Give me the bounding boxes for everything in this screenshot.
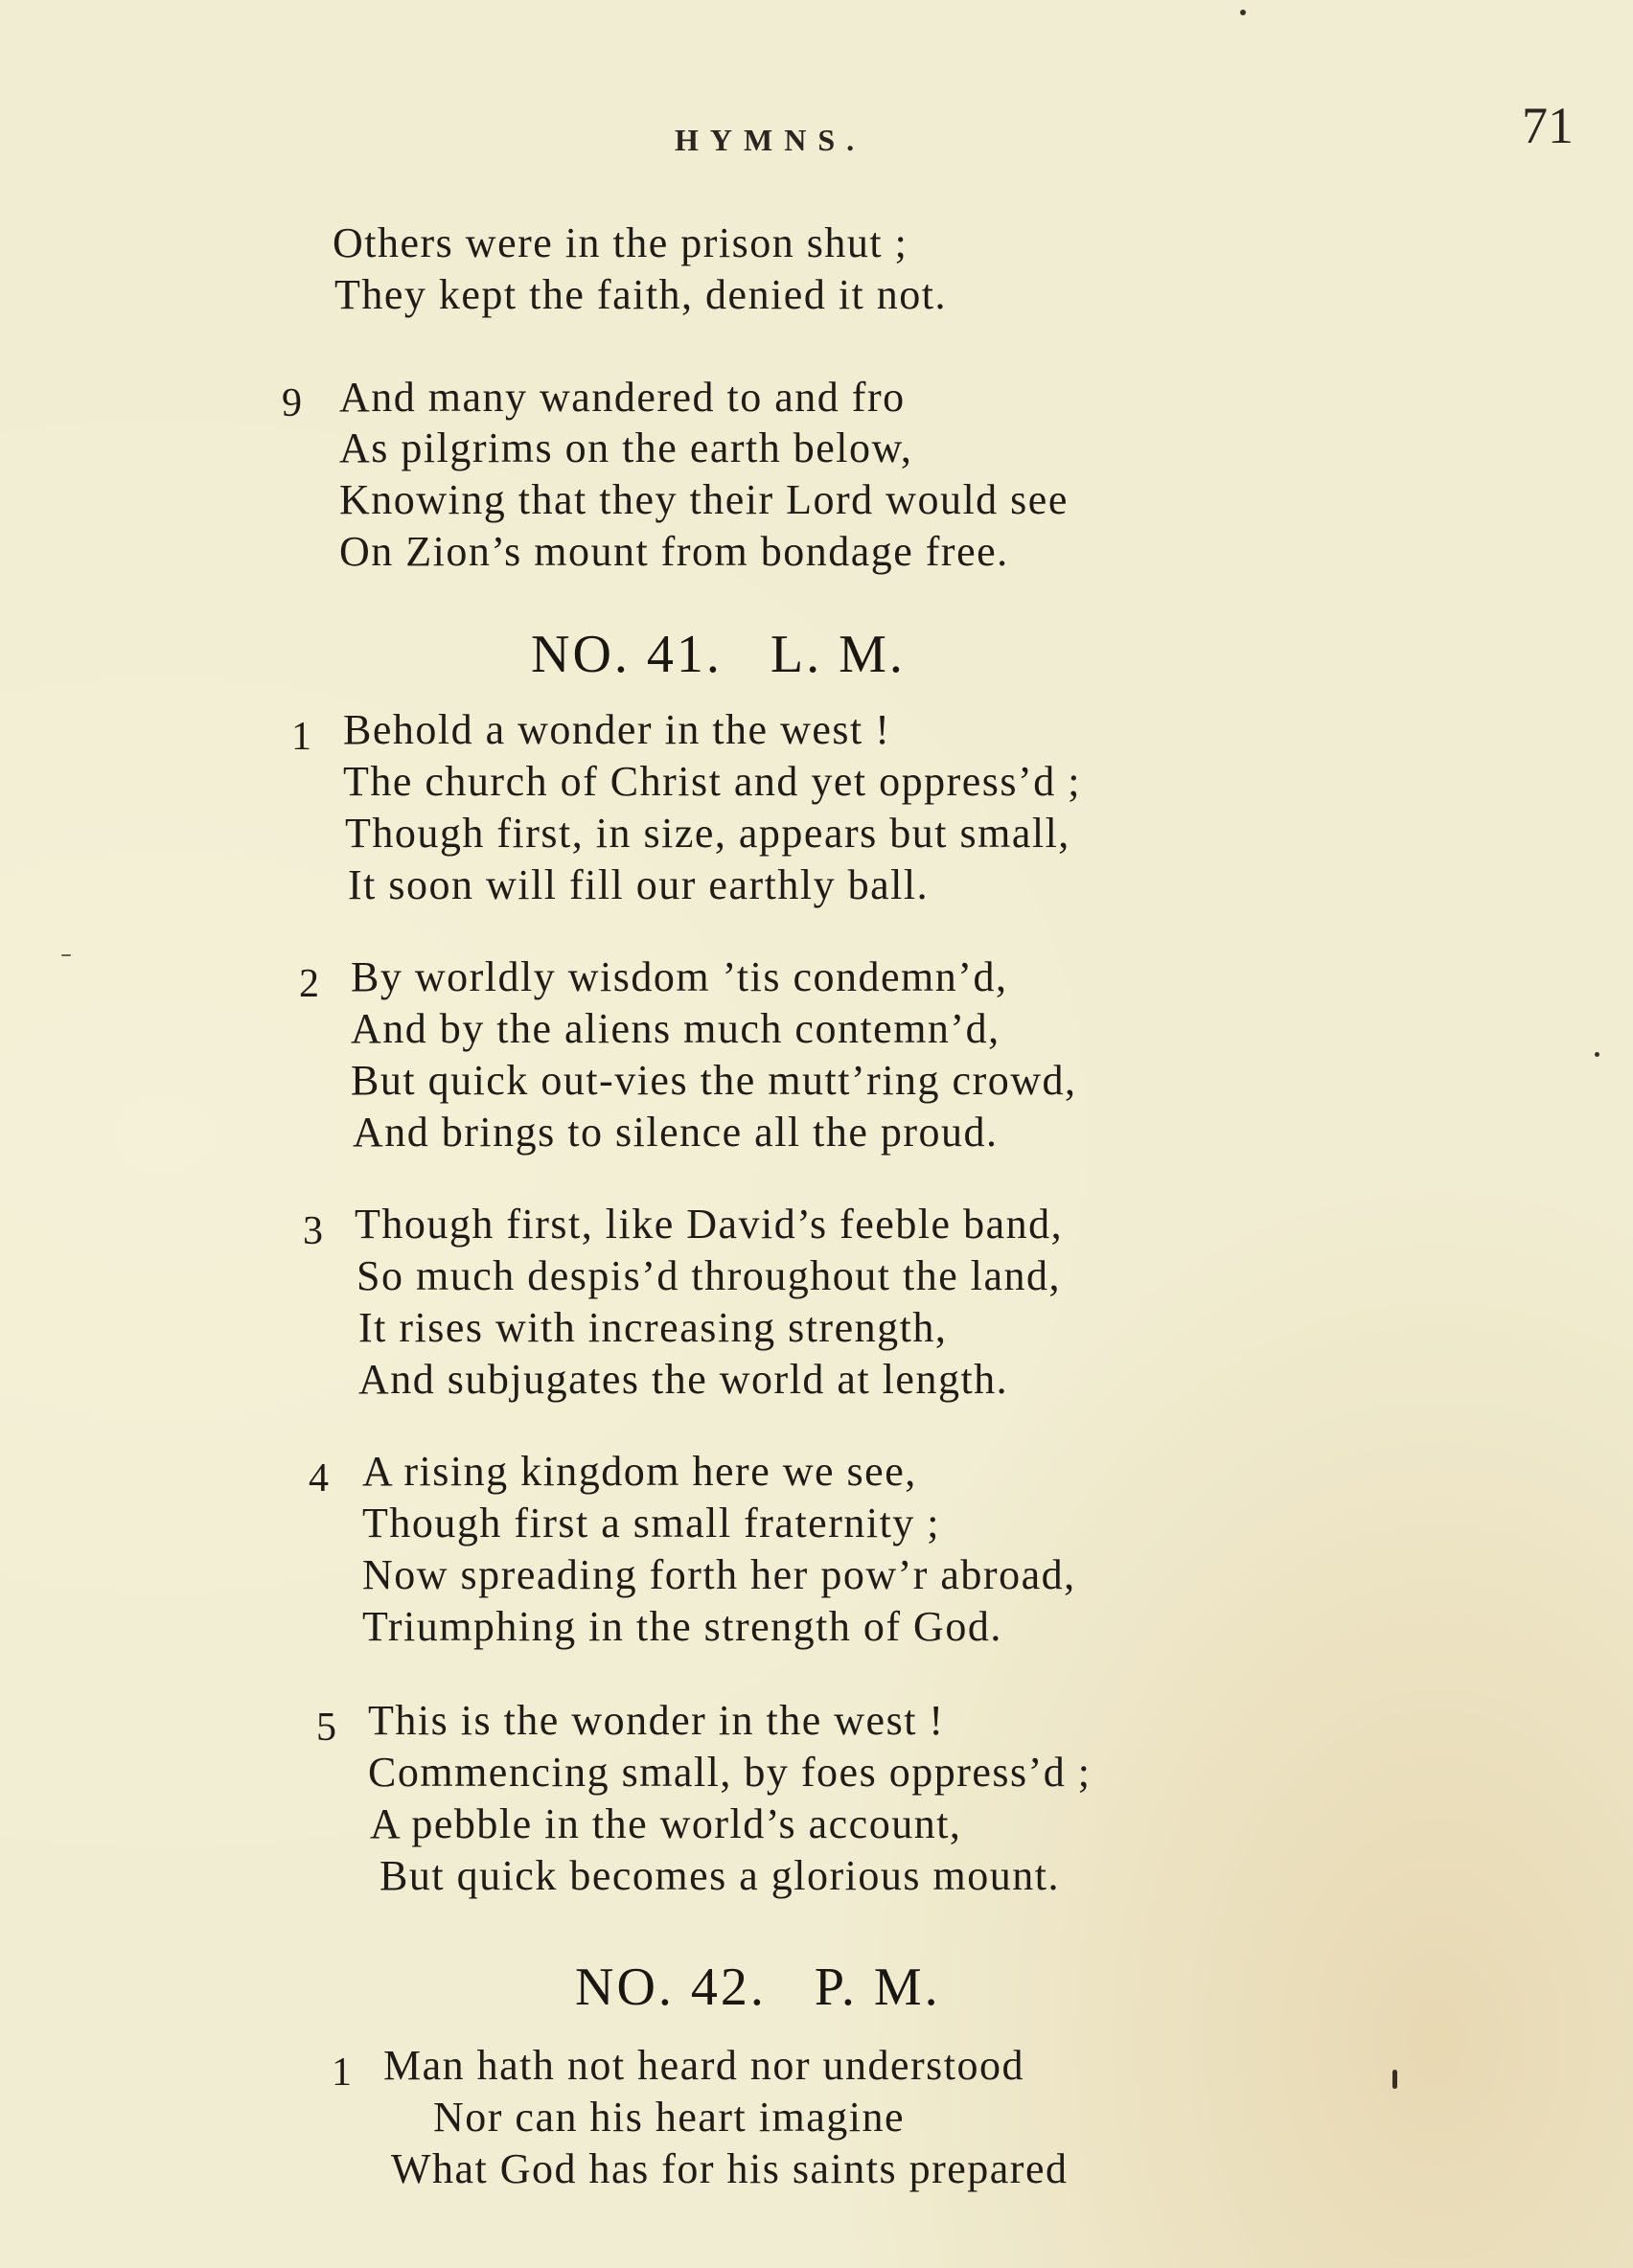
verse-line: And many wandered to and fro	[339, 374, 906, 421]
verse-line: A rising kingdom here we see,	[362, 1448, 917, 1495]
verse-number: 1	[332, 2050, 352, 2095]
verse-line: Though first, in size, appears but small,	[345, 810, 1070, 857]
verse-line: Knowing that they their Lord would see	[339, 476, 1069, 523]
verse-line: On Zion’s mount from bondage free.	[339, 528, 1009, 575]
verse-line: But quick out-vies the mutt’ring crowd,	[351, 1057, 1077, 1104]
verse-line: It soon will fill our earthly ball.	[348, 861, 930, 908]
verse-line: Triumphing in the strength of God.	[362, 1603, 1002, 1650]
verse-line: And by the aliens much contemn’d,	[351, 1005, 1000, 1052]
verse-line: And brings to silence all the proud.	[353, 1109, 999, 1156]
paper-speck	[1240, 10, 1246, 15]
verse-line: They kept the faith, denied it not.	[334, 271, 948, 318]
verse-number: 5	[316, 1706, 336, 1750]
verse-line: And subjugates the world at length.	[358, 1356, 1009, 1403]
hymn-meter: L. M.	[770, 625, 906, 684]
verse-line: As pilgrims on the earth below,	[339, 424, 913, 471]
verse-line: Man hath not heard nor understood	[383, 2042, 1025, 2089]
verse-number: 4	[309, 1456, 329, 1501]
hymn-heading	[531, 625, 906, 684]
verse-line: Behold a wonder in the west !	[343, 706, 891, 753]
hymn-meter: P. M.	[814, 1958, 941, 2017]
paper-speck	[1392, 2070, 1397, 2089]
verse-number: 2	[299, 962, 319, 1006]
verse-line: Commencing small, by foes oppress’d ;	[368, 1749, 1092, 1796]
verse-line: A pebble in the world’s account,	[370, 1800, 962, 1847]
verse-line: Now spreading forth her pow’r abroad,	[362, 1551, 1076, 1598]
verse-line: What God has for his saints prepared	[391, 2145, 1069, 2192]
hymn-number: NO. 41.	[531, 625, 723, 684]
verse-line: So much despis’d throughout the land,	[356, 1252, 1061, 1299]
verse-line: But quick becomes a glorious mount.	[380, 1852, 1060, 1899]
verse-number: 3	[303, 1209, 323, 1253]
hymn-heading	[575, 1958, 941, 2017]
verse-line: The church of Christ and yet oppress’d ;	[343, 758, 1081, 805]
verse-number: 1	[291, 715, 311, 759]
verse-line: By worldly wisdom ’tis condemn’d,	[351, 953, 1008, 1000]
verse-line: This is the wonder in the west !	[368, 1697, 945, 1744]
paper-speck	[1595, 1052, 1599, 1057]
verse-line: Others were in the prison shut ;	[333, 219, 908, 266]
verse-line: Though first a small fraternity ;	[362, 1500, 941, 1546]
hymn-number: NO. 42.	[575, 1958, 767, 2017]
verse-line: Nor can his heart imagine	[433, 2094, 906, 2141]
verse-line: Though first, like David’s feeble band,	[355, 1201, 1064, 1248]
verse-number: 9	[282, 381, 302, 425]
page-number: 71	[1522, 97, 1574, 154]
verse-line: It rises with increasing strength,	[358, 1304, 948, 1351]
paper-speck	[61, 954, 71, 956]
running-head: HYMNS.	[675, 123, 866, 157]
